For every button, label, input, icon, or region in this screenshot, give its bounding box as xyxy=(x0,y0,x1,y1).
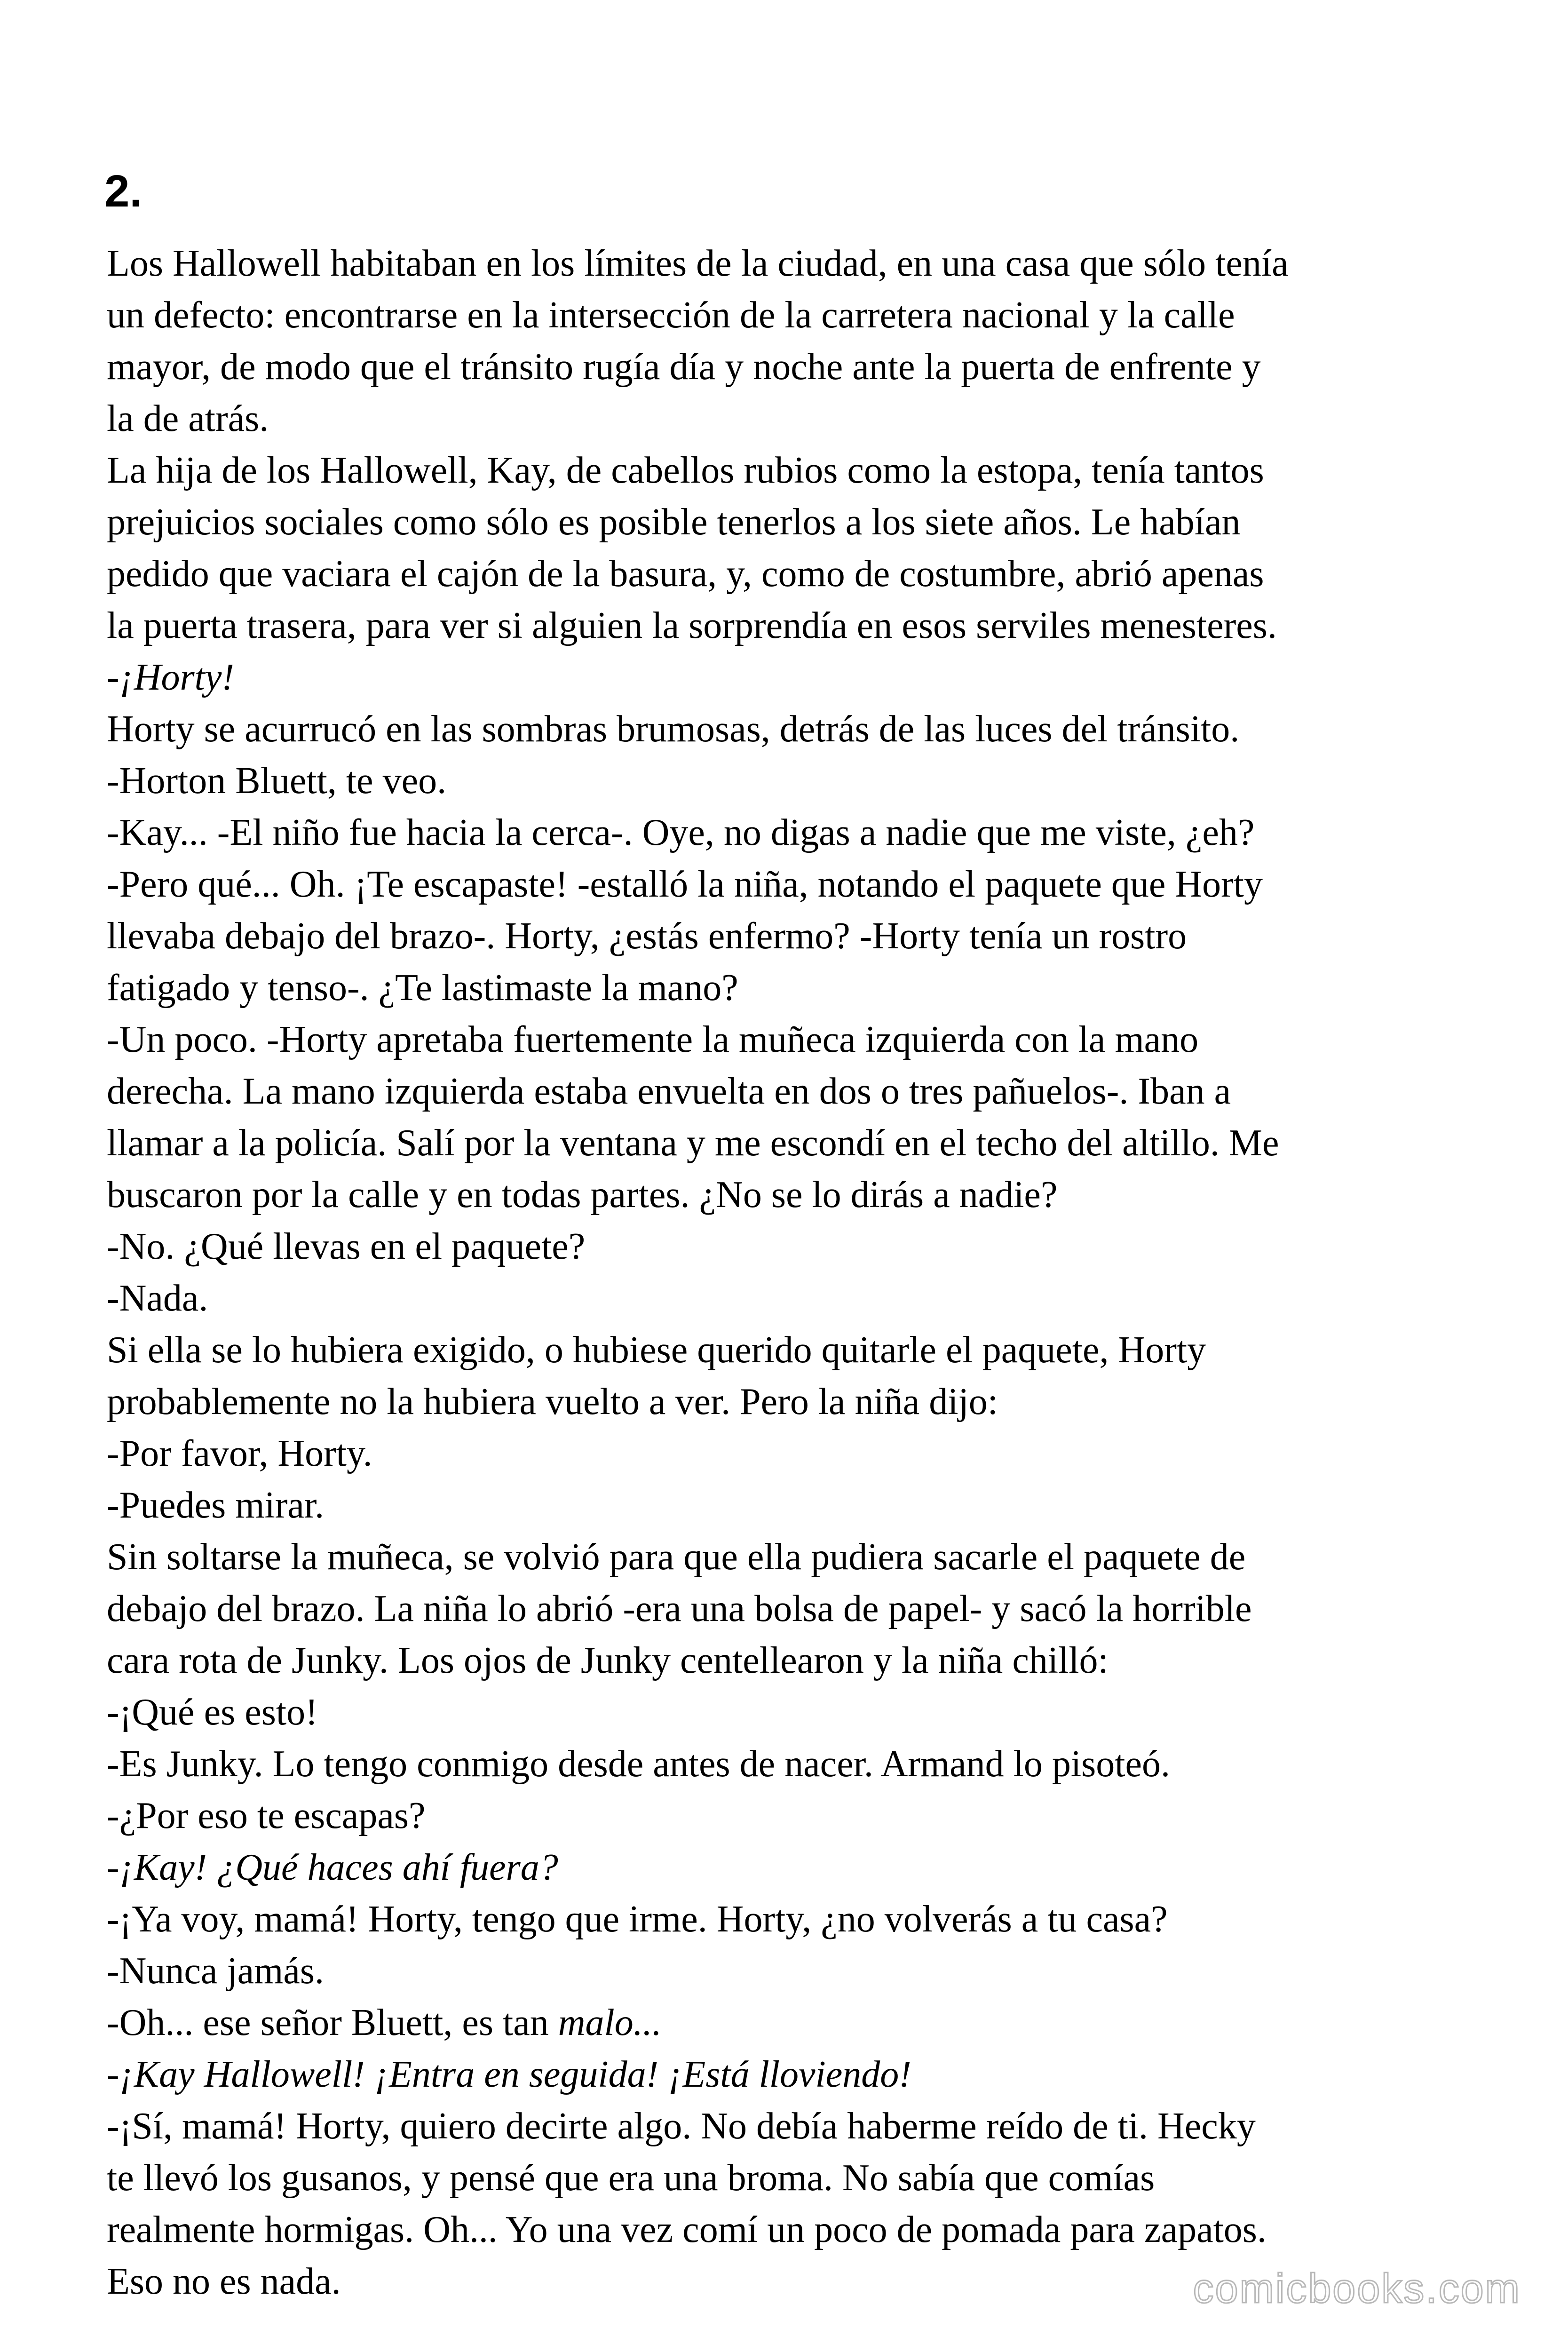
text-line: probablemente no la hubiera vuelto a ver. Pero la niña dijo: xyxy=(107,1381,998,1422)
text-line: derecha. La mano izquierda estaba envuelta en dos o tres pañuelos-. Iban a xyxy=(107,1071,1231,1112)
text-line: prejuicios sociales como sólo es posible tenerlos a los siete años. Le habían xyxy=(107,501,1241,543)
text-line: la de atrás. xyxy=(107,398,269,439)
text-line: Horty se acurrucó en las sombras brumosas, detrás de las luces del tránsito. xyxy=(107,708,1240,750)
text-line: -Horton Bluett, te veo. xyxy=(107,760,447,802)
text-line: Los Hallowell habitaban en los límites de la ciudad, en una casa que sólo tenía xyxy=(107,243,1289,284)
text-line-italic: -¡Horty! xyxy=(107,657,235,698)
chapter-number: 2. xyxy=(104,166,143,216)
text-line: mayor, de modo que el tránsito rugía día y noche ante la puerta de enfrente y xyxy=(107,346,1261,388)
text-line: -Pero qué... Oh. ¡Te escapaste! -estalló la niña, notando el paquete que Horty xyxy=(107,864,1263,905)
text-line: llevaba debajo del brazo-. Horty, ¿estás enfermo? -Horty tenía un rostro xyxy=(107,915,1187,957)
text-line: -¿Por eso te escapas? xyxy=(107,1795,426,1836)
text-segment: -Oh... ese señor Bluett, es tan xyxy=(107,2002,558,2043)
text-line-italic: -¡Kay Hallowell! ¡Entra en seguida! ¡Está lloviendo! xyxy=(107,2054,911,2095)
text-line: -Puedes mirar. xyxy=(107,1485,325,1526)
text-line: La hija de los Hallowell, Kay, de cabellos rubios como la estopa, tenía tantos xyxy=(107,450,1264,491)
text-line: -¡Sí, mamá! Horty, quiero decirte algo. No debía haberme reído de ti. Hecky xyxy=(107,2106,1256,2147)
text-line: -¡Qué es esto! xyxy=(107,1692,318,1733)
text-line: Eso no es nada. xyxy=(107,2261,341,2302)
text-line: -Es Junky. Lo tengo conmigo desde antes de nacer. Armand lo pisoteó. xyxy=(107,1743,1170,1785)
text-line: la puerta trasera, para ver si alguien la sorprendía en esos serviles menesteres. xyxy=(107,605,1277,646)
text-line: un defecto: encontrarse en la intersección de la carretera nacional y la calle xyxy=(107,294,1235,336)
text-line: fatigado y tenso-. ¿Te lastimaste la mano? xyxy=(107,967,738,1009)
text-line: -Por favor, Horty. xyxy=(107,1433,372,1474)
text-line: debajo del brazo. La niña lo abrió -era una bolsa de papel- y sacó la horrible xyxy=(107,1588,1252,1629)
text-line: -¡Ya voy, mamá! Horty, tengo que irme. Horty, ¿no volverás a tu casa? xyxy=(107,1899,1168,1940)
text-line: -Kay... -El niño fue hacia la cerca-. Oye, no digas a nadie que me viste, ¿eh? xyxy=(107,812,1255,853)
text-line: buscaron por la calle y en todas partes. ¿No se lo dirás a nadie? xyxy=(107,1174,1058,1216)
text-line: pedido que vaciara el cajón de la basura, y, como de costumbre, abrió apenas xyxy=(107,553,1264,595)
text-line-mixed xyxy=(107,1997,1485,2049)
text-line: cara rota de Junky. Los ojos de Junky centellearon y la niña chilló: xyxy=(107,1640,1109,1681)
text-line: Si ella se lo hubiera exigido, o hubiese querido quitarle el paquete, Horty xyxy=(107,1329,1206,1371)
body-text xyxy=(107,238,1485,2307)
text-line: -Nada. xyxy=(107,1278,208,1319)
text-line: -Nunca jamás. xyxy=(107,1950,325,1992)
text-line-italic: -¡Kay! ¿Qué haces ahí fuera? xyxy=(107,1847,558,1888)
text-line: Sin soltarse la muñeca, se volvió para que ella pudiera sacarle el paquete de xyxy=(107,1536,1246,1578)
text-segment-italic: malo... xyxy=(558,2002,662,2043)
watermark: comicbooks.com xyxy=(1193,2265,1521,2312)
text-line: -No. ¿Qué llevas en el paquete? xyxy=(107,1226,586,1267)
text-line: -Un poco. -Horty apretaba fuertemente la muñeca izquierda con la mano xyxy=(107,1019,1199,1060)
text-line: realmente hormigas. Oh... Yo una vez comí un poco de pomada para zapatos. xyxy=(107,2209,1267,2250)
text-line: llamar a la policía. Salí por la ventana y me escondí en el techo del altillo. Me xyxy=(107,1122,1279,1164)
text-line: te llevó los gusanos, y pensé que era una broma. No sabía que comías xyxy=(107,2157,1155,2199)
